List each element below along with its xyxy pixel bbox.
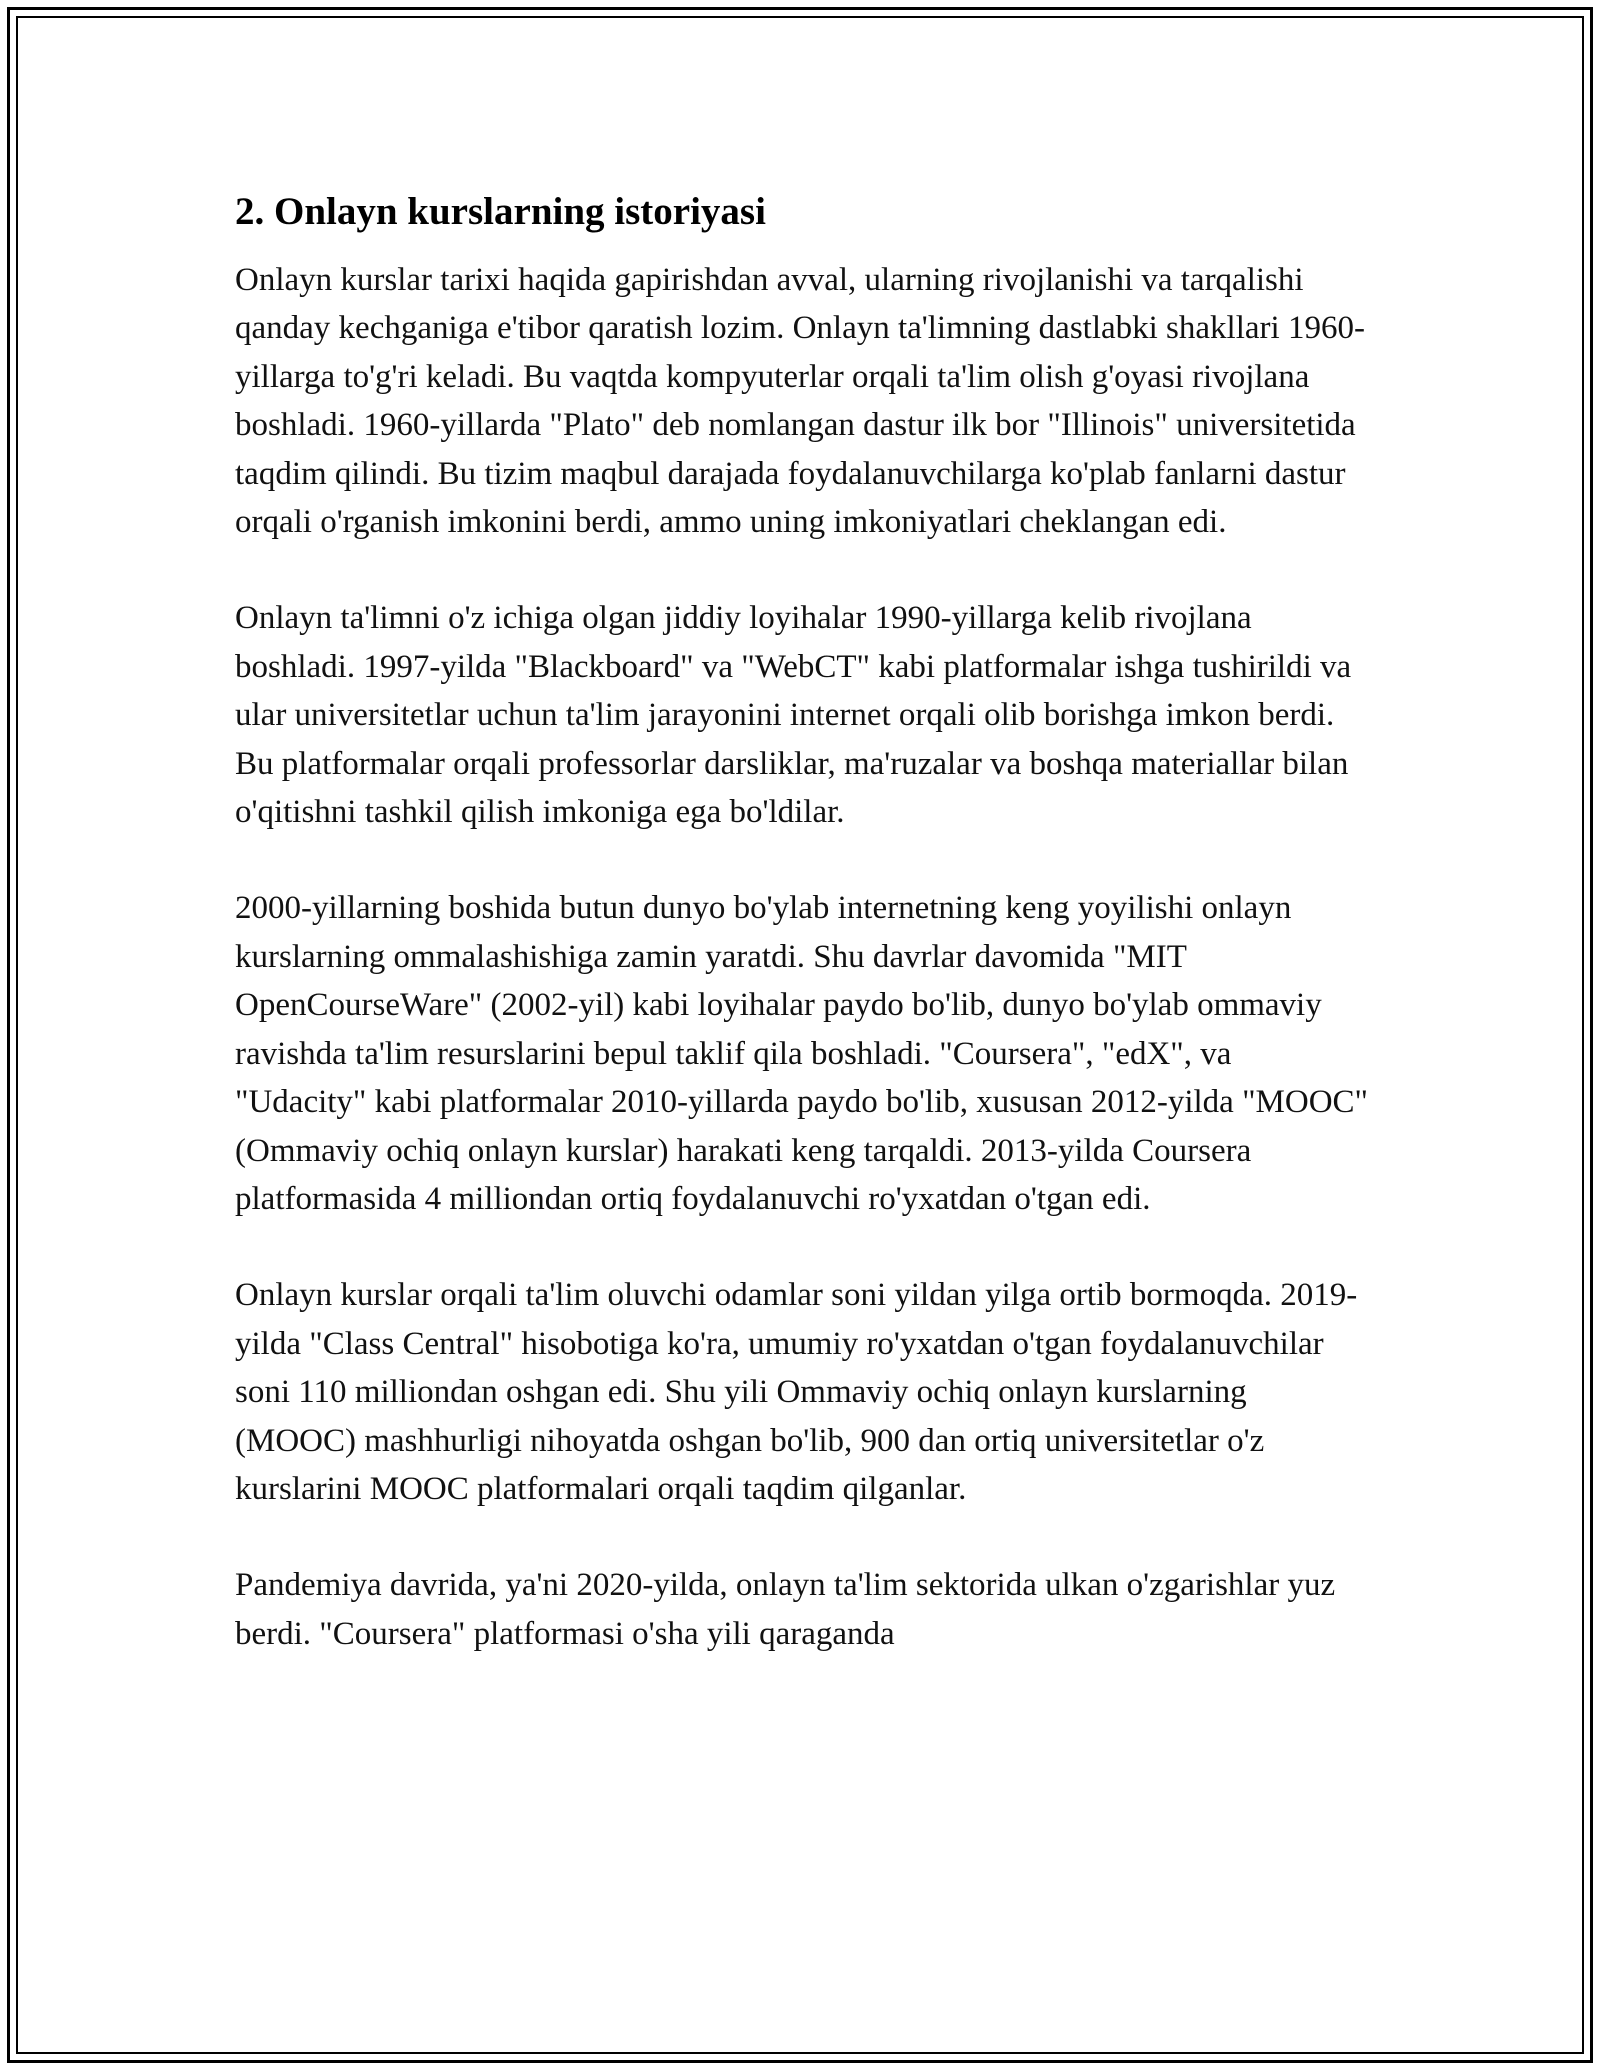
paragraph-3: 2000-yillarning boshida butun dunyo bo'ylab internetning keng yoyilishi onlayn kurslarning ommalashishiga zamin yaratdi. Shu davrlar davomida "MIT OpenCourseWare" (2002-yil) kabi loyihalar paydo bo'lib, dunyo bo'ylab ommaviy ravishda ta'lim resurslarini bepul taklif qila boshladi. "Coursera", "edX", va "Udacity" kabi platformalar 2010-yillarda paydo bo'lib, xususan 2012-yilda "MOOC" (Ommaviy ochiq onlayn kurslar) harakati keng tarqaldi. 2013-yilda Coursera platformasida 4 milliondan ortiq foydalanuvchi ro'yxatdan o'tgan edi. bbox=[235, 890, 1369, 1217]
paragraph-2: Onlayn ta'limni o'z ichiga olgan jiddiy loyihalar 1990-yillarga kelib rivojlana boshladi. 1997-yilda "Blackboard" va "WebCT" kabi platformalar ishga tushirildi va ular universitetlar uchun ta'lim jarayonini internet orqali olib borishga imkon berdi. Bu platformalar orqali professorlar darsliklar, ma'ruzalar va boshqa materiallar bilan o'qitishni tashkil qilish imkoniga ega bo'ldilar. bbox=[235, 600, 1352, 831]
paragraph-1: Onlayn kurslar tarixi haqida gapirishdan avval, ularning rivojlanishi va tarqalishi qanday kechganiga e'tibor qaratish lozim. Onlayn ta'limning dastlabki shakllari 1960-yillarga to'g'ri keladi. Bu vaqtda kompyuterlar orqali ta'lim olish g'oyasi rivojlana boshladi. 1960-yillarda "Plato" deb nomlangan dastur ilk bor "Illinois" universitetida taqdim qilindi. Bu tizim maqbul darajada foydalanuvchilarga ko'plab fanlarni dastur orqali o'rganish imkonini berdi, ammo uning imkoniyatlari cheklangan edi. bbox=[235, 262, 1365, 541]
document-body bbox=[235, 188, 1370, 1706]
paragraph-5: Pandemiya davrida, ya'ni 2020-yilda, onlayn ta'lim sektorida ulkan o'zgarishlar yuz berdi. "Coursera" platformasi o'sha yili qaraganda bbox=[235, 1567, 1336, 1652]
section-heading: 2. Onlayn kurslarning istoriyasi bbox=[235, 190, 766, 233]
paragraph-4: Onlayn kurslar orqali ta'lim oluvchi odamlar soni yildan yilga ortib bormoqda. 2019-yilda "Class Central" hisobotiga ko'ra, umumiy ro'yxatdan o'tgan foydalanuvchilar soni 110 milliondan oshgan edi. Shu yili Ommaviy ochiq onlayn kurslarning (MOOC) mashhurligi nihoyatda oshgan bo'lib, 900 dan ortiq universitetlar o'z kurslarini MOOC platformalari orqali taqdim qilganlar. bbox=[235, 1277, 1358, 1507]
